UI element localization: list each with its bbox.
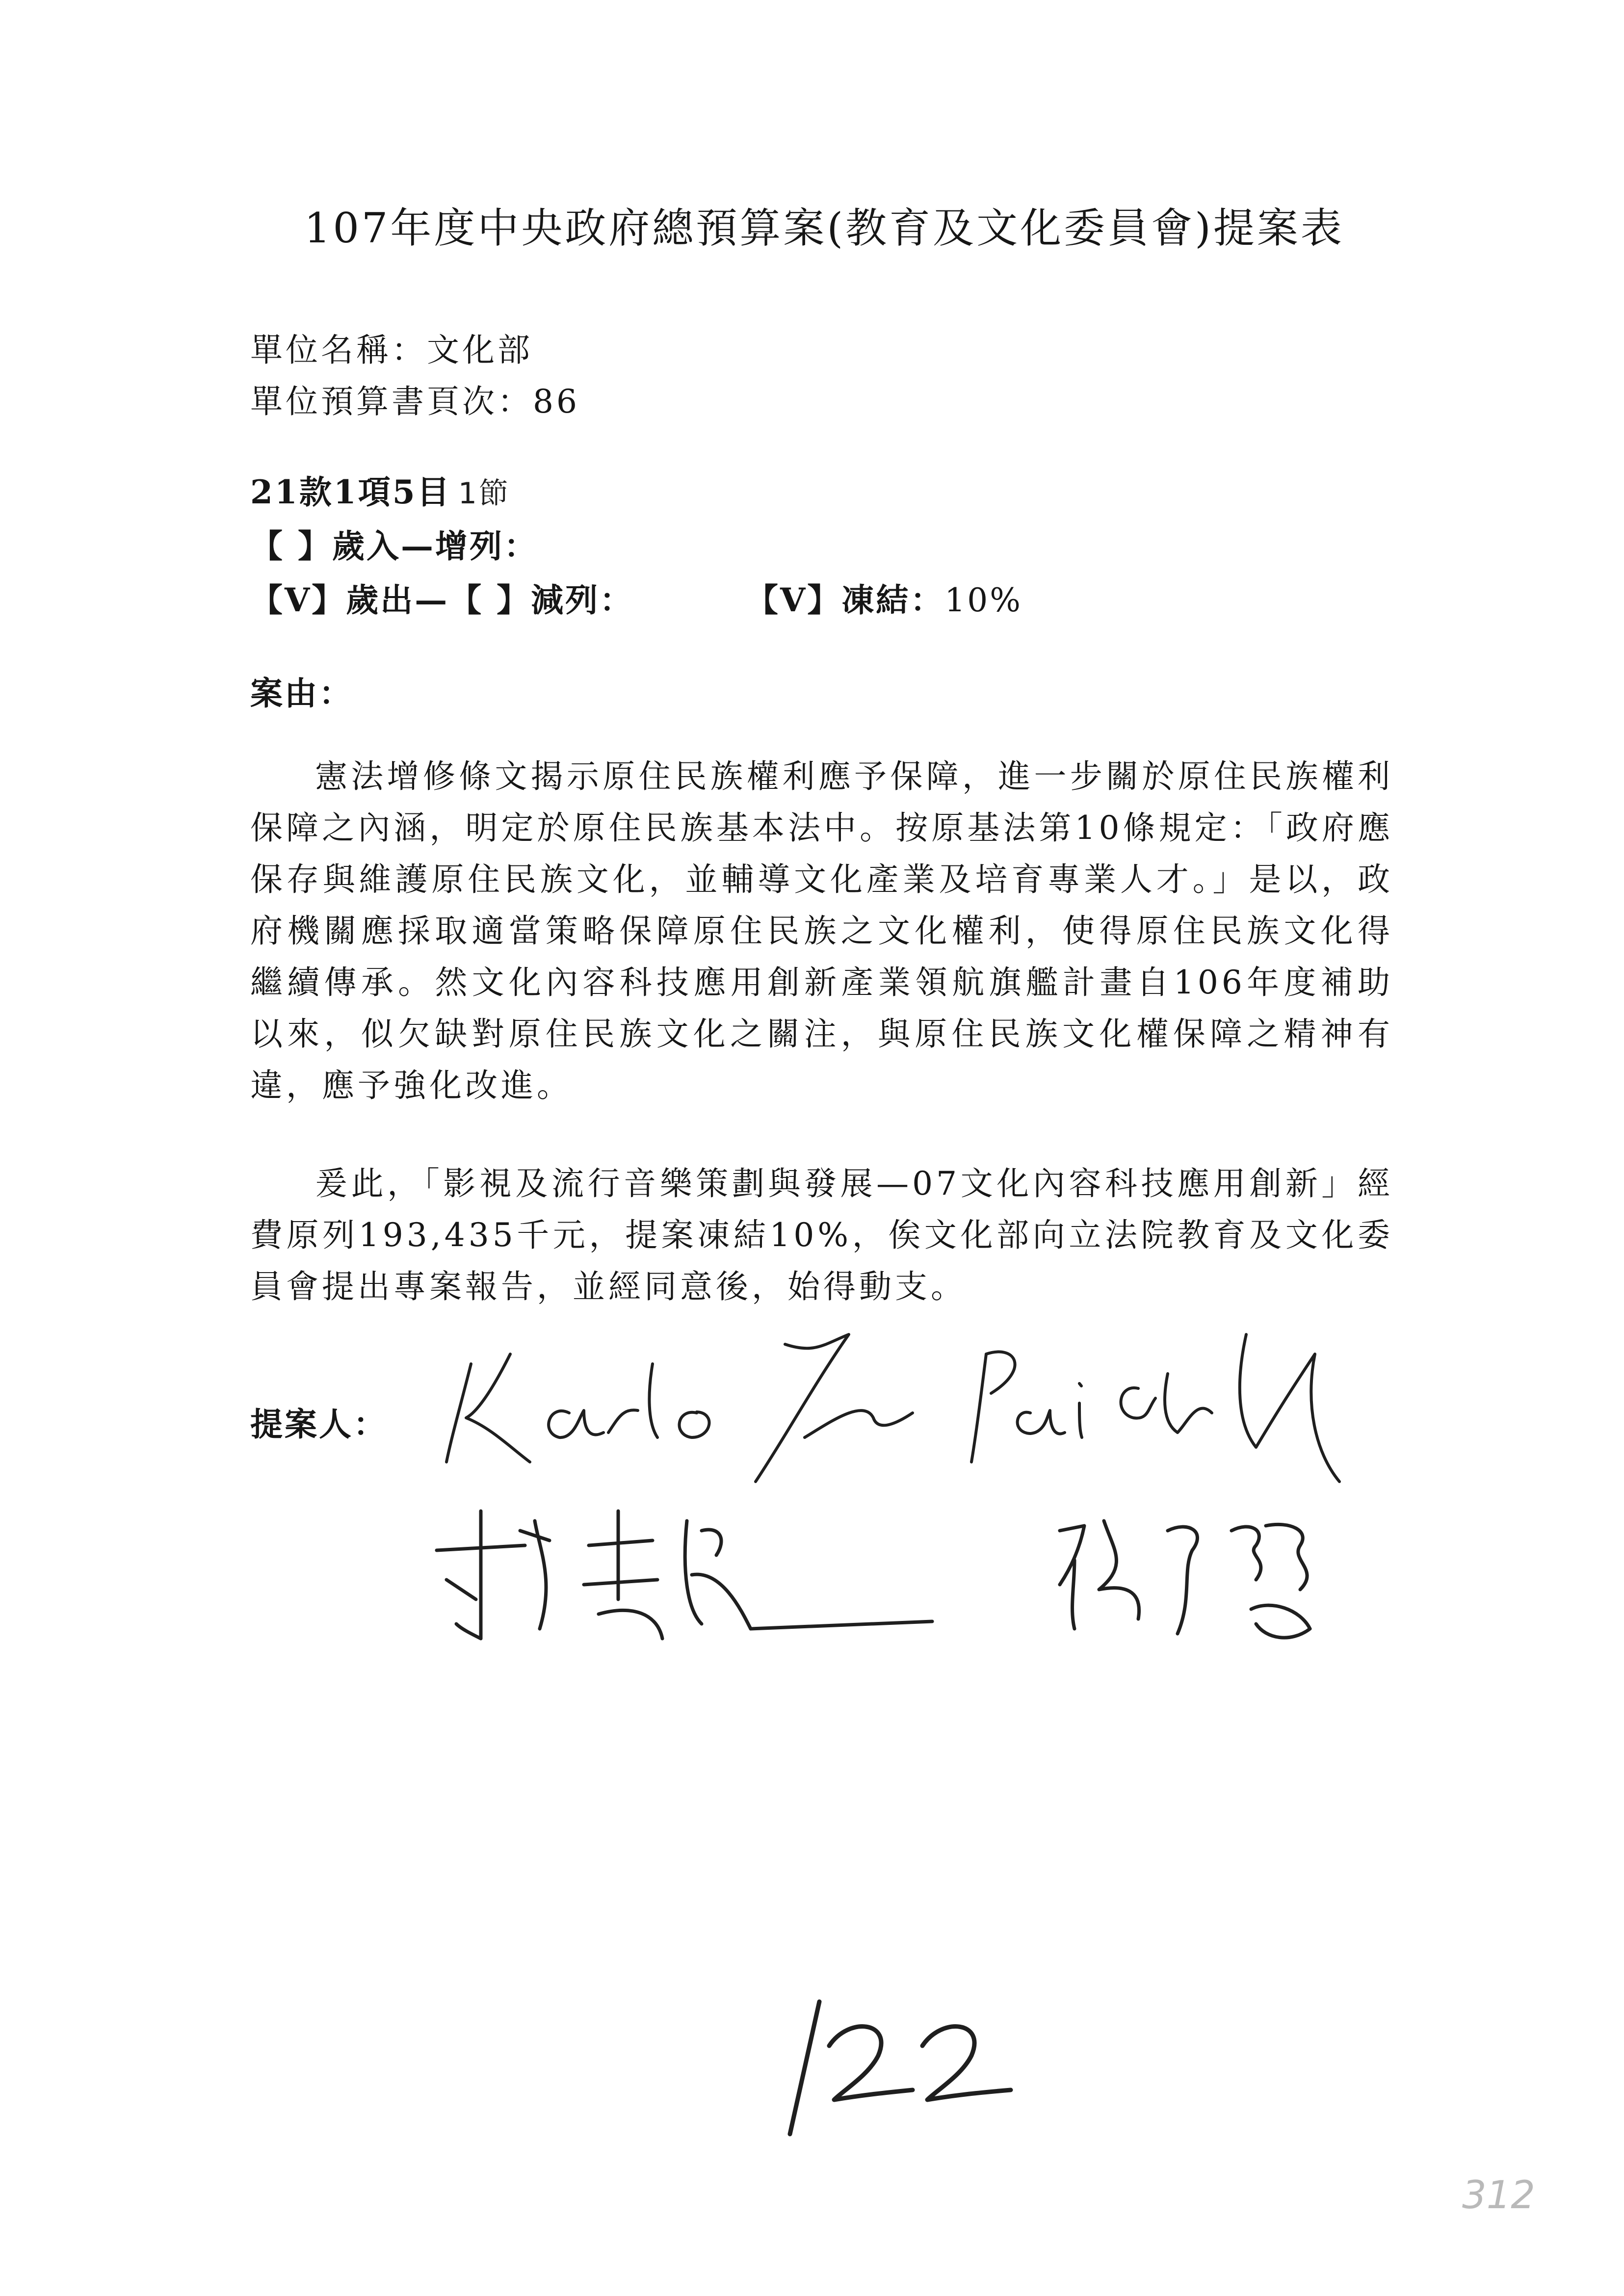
handwritten-page-number xyxy=(765,1992,1021,2139)
unit-name: 單位名稱：文化部 xyxy=(250,331,533,369)
freeze-label: 【V】凍結： xyxy=(746,581,945,619)
signature-chinese-1 xyxy=(427,1501,942,1648)
section-handwritten-note: 1節 xyxy=(458,476,510,511)
unit-budget-page: 單位預算書頁次：86 xyxy=(250,383,580,420)
section-code-text: 21款1項5目 xyxy=(250,473,451,511)
signature-chinese-2 xyxy=(1045,1501,1349,1648)
reason-label: 案由： xyxy=(250,674,353,712)
proposer-label: 提案人： xyxy=(250,1405,388,1443)
revenue-line: 【 】歲入—增列： xyxy=(250,527,538,565)
corner-page-number: 312 xyxy=(1462,2173,1535,2218)
page-title: 107年度中央政府總預算案(教育及文化委員會)提案表 xyxy=(304,204,1344,252)
reason-paragraph-2: 爰此，「影視及流行音樂策劃與發展—07文化內容科技應用創新」經費原列193,435千元，提案凍結10%，俟文化部向立法院教育及文化委員會提出專案報告，並經同意後，始得動支。 xyxy=(250,1165,1393,1305)
freeze-value: 10% xyxy=(944,581,1022,619)
reason-paragraph-1: 憲法增修條文揭示原住民族權利應予保障，進一步關於原住民族權利保障之內涵，明定於原住民族基本法中。按原基法第10條規定：「政府應保存與維護原住民族文化，並輔導文化產業及培育專業人才。」是以，政府機關應採取適當策略保障原住民族之文化權利，使得原住民族文化得繼續傳承。然文化內容科技應用創新產業領航旗艦計畫自106年度補助以來，似欠缺對原住民族文化之關注，與原住民族文化權保障之精神有違，應予強化改進。 xyxy=(250,757,1393,1104)
signature-latin xyxy=(442,1325,1398,1487)
freeze-field xyxy=(746,574,1022,621)
section-code xyxy=(250,466,510,513)
expenditure-line: 【V】歲出—【 】減列： xyxy=(250,581,634,619)
